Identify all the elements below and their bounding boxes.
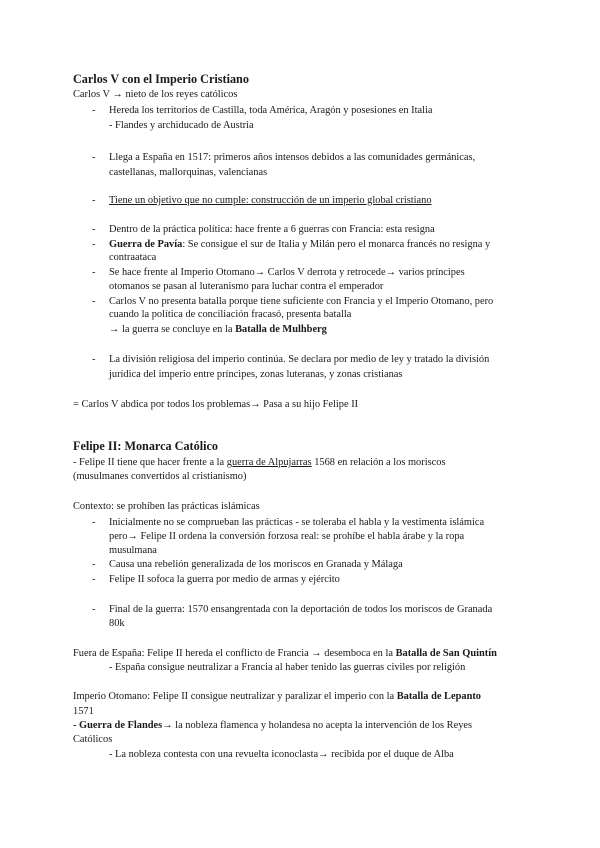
bullet-text: Final de la guerra: 1570 ensangrentada con la deportación de todos los moriscos de Granada: [109, 604, 493, 615]
section-heading-carlos-v: Carlos V con el Imperio Cristiano: [73, 72, 249, 86]
bullet-text: [109, 323, 327, 336]
bullet-text: jurídica del imperio entre príncipes, zonas luteranas, y zonas cristianas: [109, 369, 403, 380]
bold-term: Guerra de Pavía: [109, 239, 183, 250]
bullet-text: La división religiosa del imperio continúa. Se declara por medio de ley y tratado la división: [109, 354, 490, 365]
bullet-text: Inicialmente no se comprueban las prácticas - se toleraba el habla y la vestimenta islámica: [109, 517, 485, 528]
paragraph-line: Católicos: [73, 734, 113, 745]
bullet-text: Dentro de la práctica política: hace frente a 6 guerras con Francia: esta resigna: [109, 224, 435, 235]
paragraph-line: [73, 647, 497, 660]
section-heading-felipe-ii: Felipe II: Monarca Católico: [73, 439, 218, 453]
paragraph-text-pre: Fuera de España: Felipe II hereda el conflicto de Francia → desemboca en la: [73, 648, 396, 659]
bullet-text: 80k: [109, 618, 125, 629]
conclusion-line: = Carlos V abdica por todos los problemas→ Pasa a su hijo Felipe II: [73, 399, 359, 410]
underlined-text: guerra de Alpujarras: [226, 457, 312, 468]
context-line: Contexto: se prohíben las prácticas islámicas: [73, 501, 260, 512]
bullet-text: pero→ Felipe II ordena la conversión forzosa real: se prohíbe el habla árabe y la ropa: [109, 531, 465, 542]
bold-term: Batalla de Mulhberg: [235, 324, 327, 335]
paragraph-line: [73, 690, 481, 703]
bullet-dash: -: [92, 517, 96, 528]
bullet-text: Felipe II sofoca la guerra por medio de armas y ejército: [109, 574, 340, 585]
bullet-dash: -: [92, 354, 96, 365]
bullet-dash: -: [92, 296, 96, 307]
bullet-text: Causa una rebelión generalizada de los moriscos en Granada y Málaga: [109, 559, 403, 570]
paragraph-line: 1571: [73, 706, 94, 717]
bullet-dash: -: [92, 604, 96, 615]
bullet-text: castellanas, mallorquinas, valencianas: [109, 167, 268, 178]
paragraph-text-pre: - Felipe II tiene que hacer frente a la: [73, 457, 227, 468]
intro-line: Carlos V → nieto de los reyes católicos: [73, 89, 238, 100]
bullet-text: Carlos V no presenta batalla porque tiene suficiente con Francia y el Imperio Otomano, pero: [109, 296, 494, 307]
bullet-text: cuando la política de conciliación fracasó, presenta batalla: [109, 309, 352, 320]
bullet-text: otomanos se pasan al luteranismo para luchar contra el emperador: [109, 281, 384, 292]
sub-line: - La nobleza contesta con una revuelta iconoclasta→ recibida por el duque de Alba: [109, 749, 454, 760]
paragraph-line: [73, 719, 472, 732]
bullet-text-rest: : Se consigue el sur de Italia y Milán pero el monarca francés no resigna y: [182, 239, 491, 250]
bullet-dash: -: [92, 105, 96, 116]
bullet-dash: -: [92, 267, 96, 278]
paragraph-text-post: 1568 en relación a los moriscos: [311, 457, 446, 468]
bullet-dash: -: [92, 239, 96, 250]
bullet-text-pre: → la guerra se concluye en la: [109, 324, 236, 335]
bullet-dash: -: [92, 224, 96, 235]
bullet-text: musulmana: [109, 545, 157, 556]
bold-term: Batalla de Lepanto: [396, 691, 482, 702]
paragraph-text-pre: Imperio Otomano: Felipe II consigue neutralizar y paralizar el imperio con la: [73, 691, 397, 702]
bullet-text: Hereda los territorios de Castilla, toda América, Aragón y posesiones en Italia: [109, 105, 433, 116]
paragraph-line: (musulmanes convertidos al cristianismo): [73, 471, 247, 482]
bold-term: Batalla de San Quintín: [395, 648, 497, 659]
bold-term: - Guerra de Flandes: [73, 720, 163, 731]
bullet-text: contraataca: [109, 252, 157, 263]
bullet-text: Llega a España en 1517: primeros años intensos debidos a las comunidades germánicas,: [109, 152, 476, 163]
bullet-dash: -: [92, 195, 96, 206]
bullet-text: [109, 238, 490, 251]
bullet-dash: -: [92, 559, 96, 570]
paragraph-text-rest: → la nobleza flamenca y holandesa no acepta la intervención de los Reyes: [162, 720, 473, 731]
bullet-text: - Flandes y archiducado de Austria: [109, 120, 254, 131]
underlined-text: Tiene un objetivo que no cumple: construcción de un imperio global cristiano: [109, 195, 432, 206]
paragraph-line: [73, 456, 446, 469]
bullet-dash: -: [92, 152, 96, 163]
bullet-text: Se hace frente al Imperio Otomano→ Carlos V derrota y retrocede→ varios príncipes: [109, 267, 465, 278]
sub-line: - España consigue neutralizar a Francia al haber tenido las guerras civiles por religión: [109, 662, 466, 673]
bullet-dash: -: [92, 574, 96, 585]
bullet-text: [109, 194, 432, 207]
